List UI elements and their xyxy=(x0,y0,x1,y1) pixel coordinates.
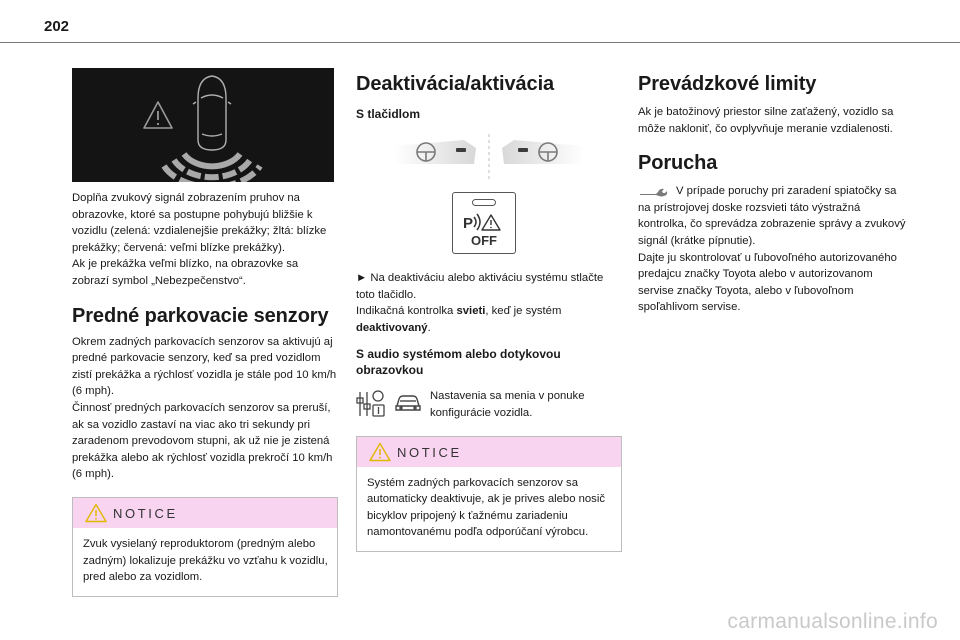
front-sensors-para1: Okrem zadných parkovacích senzorov sa aktivujú aj predné parkovacie senzory, keď sa pred vozidlom zistí prekážka a rýchlosť vozidla je stále pod 10 km/h (6 mph). xyxy=(72,335,337,398)
notice-text: Systém zadných parkovacích senzorov sa automaticky deaktivuje, ak je prives alebo nosič bicyklov pripojený k ťažnému zariadeniu namontovanému podľa odporúčaní výrobcu. xyxy=(367,476,605,539)
malfunction-heading: Porucha xyxy=(638,152,718,175)
header-rule xyxy=(0,42,960,43)
danger-symbol-text: Ak je prekážka veľmi blízko, na obrazovke sa zobrazí symbol „Nebezpečenstvo“. xyxy=(72,258,299,287)
operating-limits-text: Ak je batožinový priestor silne zaťažený, vozidlo sa môže nakloniť, čo ovplyvňuje meranie vzdialenosti. xyxy=(638,106,894,135)
warning-triangle-icon xyxy=(85,503,107,523)
parking-sensor-off-button[interactable] xyxy=(452,192,516,254)
sensor-button-illustration xyxy=(356,192,622,256)
service-text: Dajte ju skontrolovať u ľubovoľného autorizovaného predajcu značky Toyota alebo v autorizovanom servise značky Toyota, alebo v ľubovoľnom spoľahlivom servise. xyxy=(638,251,897,314)
operating-limits-heading: Prevádzkové limity xyxy=(638,73,817,95)
watermark: carmanualsonline.info xyxy=(727,610,938,633)
parking-display-illustration xyxy=(72,68,334,182)
step-text xyxy=(356,270,622,303)
column-3 xyxy=(638,68,908,316)
indicator-lamp xyxy=(472,199,496,206)
parking-sensor-icon xyxy=(463,211,505,233)
step-marker: ► xyxy=(356,272,368,284)
page-number: 202 xyxy=(44,18,70,35)
audio-system-subheading: S audio systémom alebo dotykovou obrazovkou xyxy=(356,347,561,378)
menu-settings-icon xyxy=(356,390,386,418)
menu-text: Nastavenia sa menia v ponuke konfigurácie vozidla. xyxy=(430,390,585,419)
svg-text:P: P xyxy=(463,215,474,232)
column-2 xyxy=(356,68,622,552)
malfunction-text: V prípade poruchy pri zaradení spiatočky sa na prístrojovej doske rozsvieti táto výstražná kontrolka, čo sprevádza zobrazenie správy a zvukový signál (krátke pípnutie). xyxy=(638,185,906,247)
notice-box-1 xyxy=(72,497,338,597)
indicator-text-c: , keď je systém xyxy=(485,305,562,318)
menu-instruction-row xyxy=(356,388,622,421)
car-icon xyxy=(394,390,422,414)
button-location-illustration xyxy=(356,130,622,182)
off-label: OFF xyxy=(471,233,497,248)
indicator-text-e: . xyxy=(427,321,431,334)
front-sensors-para2: Činnosť predných parkovacích senzorov sa preruší, ak sa vozidlo zastaví na viac ako tri sekundy pri zaradenom prevodovom stupni, ak už nie je zistená prekážka alebo ak rýchlosť vozidla prekročí 10 km/h (6 mph). xyxy=(72,401,333,481)
notice-title: NOTICE xyxy=(113,505,178,521)
front-sensors-heading: Predné parkovacie senzory xyxy=(72,304,329,327)
step-instruction: Na deaktiváciu alebo aktiváciu systému stlačte toto tlačidlo. xyxy=(356,272,604,301)
indicator-text-b: svieti xyxy=(456,305,486,318)
intro-text: Doplňa zvukový signál zobrazením pruhov na obrazovke, ktoré sa postupne pohybujú bližšie k vozidlu (zelená: vzdialenejšie prekážky; žltá: blízke prekážky; červená: veľmi blízke prekážky). xyxy=(72,192,327,254)
column-1 xyxy=(72,68,338,597)
warning-triangle-icon xyxy=(369,442,391,462)
indicator-text-d: deaktivovaný xyxy=(356,321,428,334)
with-button-subheading: S tlačidlom xyxy=(356,107,421,121)
deactivation-heading: Deaktivácia/aktivácia xyxy=(356,73,555,95)
notice-box-2 xyxy=(356,436,622,552)
notice-title: NOTICE xyxy=(397,444,462,460)
car-topview-icon xyxy=(193,76,231,150)
notice-text: Zvuk vysielaný reproduktorom (predným alebo zadným) lokalizuje prekážku vo vzťahu k vozidlu, pred alebo za vozidlom. xyxy=(83,537,328,584)
malfunction-block xyxy=(638,183,908,249)
indicator-text xyxy=(356,303,622,336)
warning-triangle-icon xyxy=(144,102,172,128)
wrench-icon xyxy=(638,185,668,199)
indicator-text-a: Indikačná kontrolka xyxy=(356,305,457,318)
